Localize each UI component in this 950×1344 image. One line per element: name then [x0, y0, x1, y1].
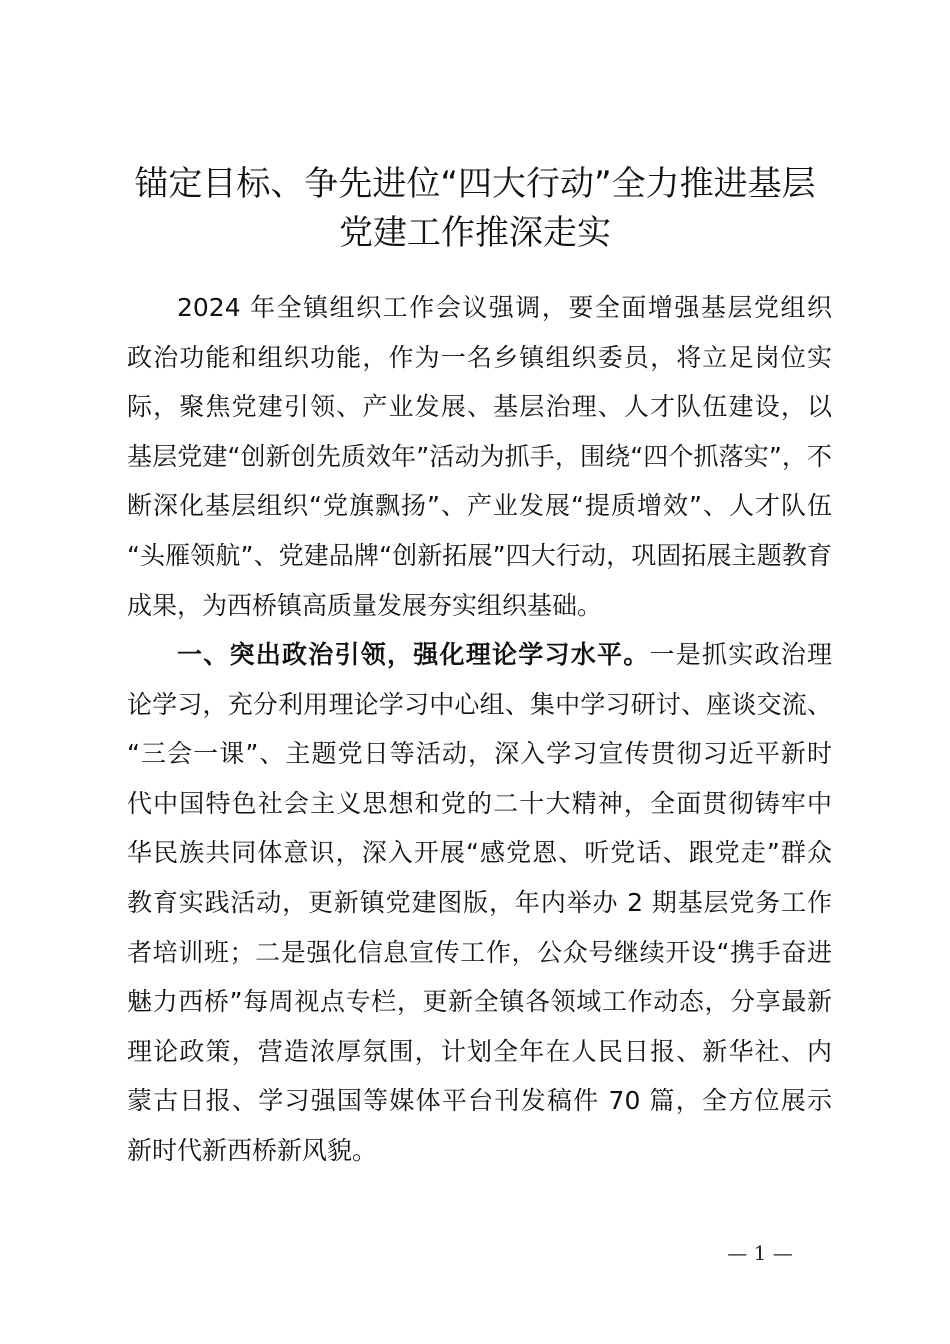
paragraph-intro: [127, 283, 832, 630]
paragraph-line: 际，聚焦党建引领、产业发展、基层治理、人才队伍建设，以: [127, 392, 832, 422]
page-number: — 1 —: [727, 1241, 793, 1265]
paragraph-line: 成果，为西桥镇高质量发展夯实组织基础。: [127, 590, 603, 620]
paragraph-section-one: [127, 630, 832, 1176]
paragraph-line: 魅力西桥”每周视点专栏，更新全镇各领域工作动态，分享最新: [127, 987, 832, 1017]
paragraph-line: 新时代新西桥新风貌。: [127, 1135, 378, 1165]
paragraph-first-line: [127, 630, 832, 680]
paragraph-line: “三会一课”、主题党日等活动，深入学习宣传贯彻习近平新时: [127, 739, 832, 769]
paragraph-line: 蒙古日报、学习强国等媒体平台刊发稿件 70 篇，全方位展示: [127, 1086, 832, 1116]
title-line-2: 党建工作推深走实: [339, 213, 611, 253]
paragraph-line: 教育实践活动，更新镇党建图版，年内举办 2 期基层党务工作: [127, 887, 832, 917]
paragraph-line: 华民族共同体意识，深入开展“感党恩、听党话、跟党走”群众: [127, 838, 832, 868]
paragraph-line: 断深化基层组织“党旗飘扬”、产业发展“提质增效”、人才队伍: [127, 491, 832, 521]
paragraph-line: 2024 年全镇组织工作会议强调，要全面增强基层党组织: [177, 293, 832, 322]
paragraph-line: 政治功能和组织功能，作为一名乡镇组织委员，将立足岗位实: [127, 342, 832, 372]
paragraph-line-rest: 一是抓实政治理: [649, 640, 832, 669]
paragraph-line: 基层党建“创新创先质效年”活动为抓手，围绕“四个抓落实”，不: [127, 441, 832, 471]
paragraph-line: 代中国特色社会主义思想和党的二十大精神，全面贯彻铸牢中: [127, 788, 832, 818]
title-line-1: 锚定目标、争先进位“四大行动”全力推进基层: [134, 164, 816, 204]
section-heading: 一、突出政治引领，强化理论学习水平。: [177, 640, 650, 669]
paragraph-line: 理论政策，营造浓厚氛围，计划全年在人民日报、新华社、内: [127, 1036, 832, 1066]
document-title: [100, 160, 850, 258]
paragraph-line: 论学习，充分利用理论学习中心组、集中学习研讨、座谈交流、: [127, 689, 832, 719]
paragraph-line: 者培训班；二是强化信息宣传工作，公众号继续开设“携手奋进: [127, 937, 832, 967]
paragraph-line: “头雁领航”、党建品牌“创新拓展”四大行动，巩固拓展主题教育: [127, 540, 832, 570]
